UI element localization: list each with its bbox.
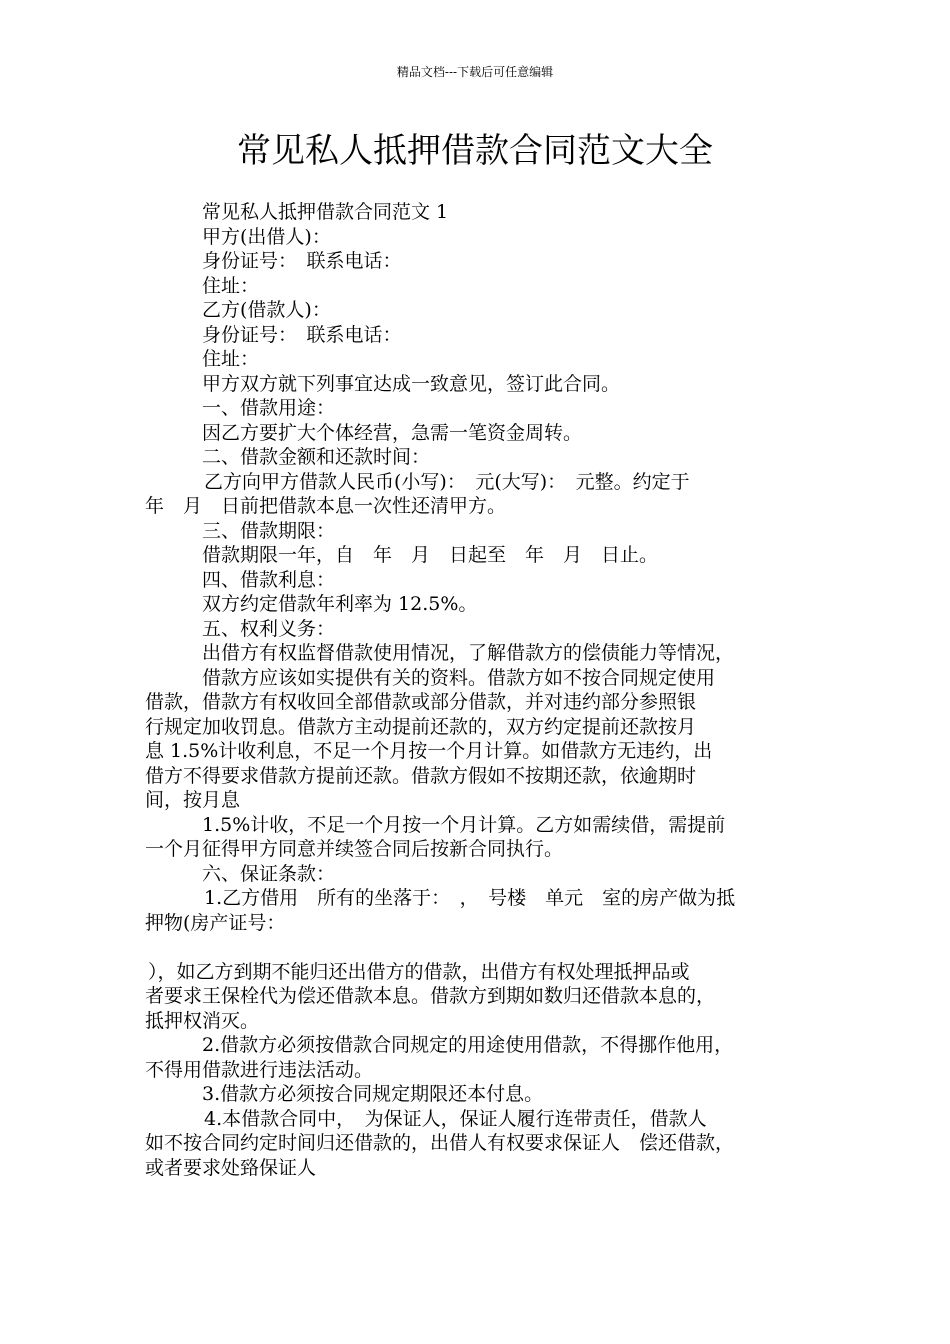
party-b-id-phone: 身份证号： 联系电话： bbox=[202, 323, 402, 346]
header-note: 精品文档---下载后可任意编辑 bbox=[396, 65, 554, 79]
paragraph-line: 不得用借款进行违法活动。 bbox=[145, 1058, 374, 1081]
paragraph-line: 借款，借款方有权收回全部借款或部分借款，并对违约部分参照银 bbox=[145, 691, 697, 713]
contract-heading: 常见私人抵押借款合同范文 1 bbox=[202, 201, 449, 223]
paragraph-line: 3.借款方必须按合同规定期限还本付息。 bbox=[202, 1083, 544, 1105]
paragraph-line: 一个月征得甲方同意并续签合同后按新合同执行。 bbox=[145, 838, 564, 860]
section-heading: 四、借款利息： bbox=[202, 568, 336, 591]
paragraph-line: 因乙方要扩大个体经营，急需一笔资金周转。 bbox=[202, 421, 583, 444]
paragraph-line: 1.乙方借用 所有的坐落于： ， 号楼 单元 室的房产做为抵 bbox=[204, 887, 736, 909]
paragraph-line: 乙方向甲方借款人民币(小写)： 元(大写)： 元整。约定于 bbox=[204, 470, 690, 493]
paragraph-line: 押物(房产证号： bbox=[145, 911, 286, 934]
blank-line bbox=[145, 935, 810, 960]
paragraph-line: 借款期限一年，自 年 月 日起至 年 月 日止。 bbox=[202, 544, 659, 566]
document-title: 常见私人抵押借款合同范文大全 bbox=[237, 131, 713, 171]
paragraph-line: 4.本借款合同中， 为保证人，保证人履行连带责任，借款人 bbox=[204, 1107, 707, 1130]
paragraph-line: ），如乙方到期不能归还出借方的借款，出借方有权处理抵押品或 bbox=[148, 960, 690, 983]
paragraph-line: 出借方有权监督借款使用情况，了解借款方的偿债能力等情况， bbox=[202, 642, 735, 664]
paragraph-line: 行规定加收罚息。借款方主动提前还款的，双方约定提前还款按月 bbox=[145, 715, 697, 738]
party-b-label: 乙方(借款人)： bbox=[202, 299, 331, 321]
paragraph-line: 1.5%计收，不足一个月按一个月计算。乙方如需续借，需提前 bbox=[202, 813, 726, 836]
section-heading: 二、借款金额和还款时间： bbox=[202, 446, 431, 468]
paragraph-line: 间，按月息 bbox=[145, 789, 241, 811]
paragraph-line: 2.借款方必须按借款合同规定的用途使用借款，不得挪作他用， bbox=[202, 1034, 734, 1056]
paragraph-line: 如不按合同约定时间归还借款的，出借人有权要求保证人 偿还借款， bbox=[145, 1132, 735, 1154]
section-heading: 一、借款用途： bbox=[202, 397, 336, 419]
party-b-address: 住址： bbox=[202, 348, 260, 370]
paragraph-line: 抵押权消灭。 bbox=[145, 1009, 260, 1032]
section-heading: 五、权利义务： bbox=[202, 617, 336, 640]
section-heading: 三、借款期限： bbox=[202, 519, 336, 542]
paragraph-line: 借方不得要求借款方提前还款。借款方假如不按期还款，依逾期时 bbox=[145, 764, 697, 787]
document-body bbox=[145, 200, 810, 1180]
paragraph-line: 借款方应该如实提供有关的资料。借款方如不按合同规定使用 bbox=[202, 666, 716, 689]
section-heading: 六、保证条款： bbox=[202, 862, 336, 885]
paragraph-line: 年 月 日前把借款本息一次性还清甲方。 bbox=[145, 495, 507, 517]
paragraph-line: 双方约定借款年利率为 12.5%。 bbox=[202, 593, 478, 615]
party-a-address: 住址： bbox=[202, 274, 260, 297]
paragraph-line: 或者要求处臵保证人 bbox=[145, 1156, 317, 1179]
agreement-statement: 甲方双方就下列事宜达成一致意见，签订此合同。 bbox=[202, 372, 621, 395]
party-a-label: 甲方(出借人)： bbox=[202, 225, 331, 248]
paragraph-line: 者要求王保栓代为偿还借款本息。借款方到期如数归还借款本息的， bbox=[145, 985, 716, 1007]
party-a-id-phone: 身份证号： 联系电话： bbox=[202, 250, 402, 272]
paragraph-line: 息 1.5%计收利息，不足一个月按一个月计算。如借款方无违约，出 bbox=[145, 740, 713, 762]
